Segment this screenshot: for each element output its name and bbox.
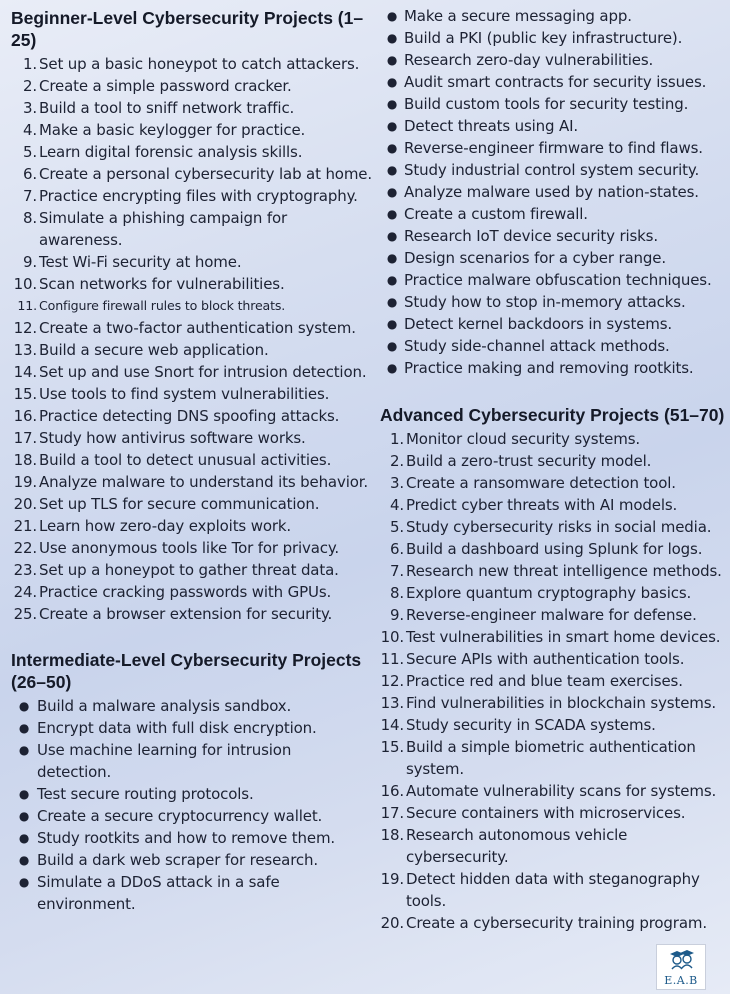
item-number: 11. xyxy=(17,298,37,313)
graduates-icon xyxy=(669,948,695,970)
item-number: 15. xyxy=(13,385,37,403)
item-number: 4. xyxy=(22,121,37,139)
bullet-marker: ● xyxy=(18,743,30,757)
list-item xyxy=(380,516,728,538)
bullet-marker: ● xyxy=(386,75,398,89)
item-text: Detect threats using AI. xyxy=(404,117,579,135)
item-text: Study side-channel attack methods. xyxy=(404,337,670,355)
item-number: 6. xyxy=(22,165,37,183)
bullet-marker: ● xyxy=(386,295,398,309)
item-text: Build custom tools for security testing. xyxy=(404,95,689,113)
list-item xyxy=(380,494,728,516)
item-number: 18. xyxy=(13,451,37,469)
item-text: Configure firewall rules to block threats. xyxy=(39,298,286,313)
list-item xyxy=(380,582,728,604)
list-item xyxy=(11,273,377,295)
item-text: Make a secure messaging app. xyxy=(404,7,632,25)
item-text: Use tools to find system vulnerabilities. xyxy=(39,385,330,403)
item-text: Practice red and blue team exercises. xyxy=(406,672,683,690)
intermediate-section-title: Intermediate-Level Cybersecurity Projects (26–50) xyxy=(11,650,362,692)
item-text: Build a simple biometric authentication system. xyxy=(406,738,696,778)
list-item xyxy=(380,450,728,472)
bullet-marker: ● xyxy=(386,273,398,287)
item-number: 6. xyxy=(389,540,404,558)
item-text: Research new threat intelligence methods. xyxy=(406,562,722,580)
bullet-marker: ● xyxy=(386,317,398,331)
item-number: 25. xyxy=(13,605,37,623)
list-item xyxy=(380,670,728,692)
item-number: 17. xyxy=(13,429,37,447)
list-item xyxy=(11,783,377,805)
list-item xyxy=(11,739,377,783)
item-text: Research zero-day vulnerabilities. xyxy=(404,51,654,69)
item-text: Set up and use Snort for intrusion detection. xyxy=(39,363,367,381)
item-number: 12. xyxy=(380,672,404,690)
list-item xyxy=(380,538,728,560)
item-text: Automate vulnerability scans for systems. xyxy=(406,782,717,800)
item-text: Explore quantum cryptography basics. xyxy=(406,584,692,602)
item-text: Build a PKI (public key infrastructure). xyxy=(404,29,683,47)
list-item xyxy=(11,339,377,361)
item-number: 23. xyxy=(13,561,37,579)
list-item xyxy=(380,626,728,648)
list-item xyxy=(11,141,377,163)
item-number: 9. xyxy=(389,606,404,624)
item-number: 16. xyxy=(13,407,37,425)
item-text: Build a dark web scraper for research. xyxy=(37,851,318,869)
item-text: Reverse-engineer firmware to find flaws. xyxy=(404,139,703,157)
list-item xyxy=(11,515,377,537)
item-text: Secure APIs with authentication tools. xyxy=(406,650,685,668)
item-number: 24. xyxy=(13,583,37,601)
item-number: 21. xyxy=(13,517,37,535)
item-number: 22. xyxy=(13,539,37,557)
item-text: Study how antivirus software works. xyxy=(39,429,306,447)
item-number: 4. xyxy=(389,496,404,514)
item-text: Set up TLS for secure communication. xyxy=(39,495,320,513)
intermediate-list-part1 xyxy=(11,695,377,915)
item-number: 7. xyxy=(389,562,404,580)
item-text: Set up a basic honeypot to catch attackers. xyxy=(39,55,360,73)
item-text: Build a zero-trust security model. xyxy=(406,452,652,470)
bullet-marker: ● xyxy=(386,163,398,177)
bullet-marker: ● xyxy=(18,875,30,889)
list-item xyxy=(380,291,728,313)
list-item xyxy=(380,736,728,780)
item-text: Practice malware obfuscation techniques. xyxy=(404,271,712,289)
item-text: Study cybersecurity risks in social media. xyxy=(406,518,712,536)
bullet-marker: ● xyxy=(386,229,398,243)
item-text: Practice cracking passwords with GPUs. xyxy=(39,583,332,601)
item-number: 20. xyxy=(13,495,37,513)
item-text: Create a custom firewall. xyxy=(404,205,588,223)
bullet-marker: ● xyxy=(386,185,398,199)
item-text: Test Wi-Fi security at home. xyxy=(39,253,242,271)
item-number: 11. xyxy=(380,650,404,668)
list-item xyxy=(380,428,728,450)
item-text: Make a basic keylogger for practice. xyxy=(39,121,306,139)
item-text: Research autonomous vehicle cybersecurity. xyxy=(406,826,628,866)
item-number: 1. xyxy=(22,55,37,73)
item-text: Analyze malware to understand its behavior. xyxy=(39,473,368,491)
list-item xyxy=(380,335,728,357)
item-text: Create a cybersecurity training program. xyxy=(406,914,707,932)
bullet-marker: ● xyxy=(386,207,398,221)
list-item xyxy=(11,383,377,405)
list-item xyxy=(11,207,377,251)
item-text: Study rootkits and how to remove them. xyxy=(37,829,336,847)
list-item xyxy=(380,203,728,225)
item-number: 2. xyxy=(22,77,37,95)
list-item xyxy=(11,449,377,471)
list-item xyxy=(11,317,377,339)
list-item xyxy=(380,27,728,49)
bullet-marker: ● xyxy=(18,699,30,713)
item-text: Build a malware analysis sandbox. xyxy=(37,697,292,715)
list-item xyxy=(380,780,728,802)
item-text: Find vulnerabilities in blockchain systems. xyxy=(406,694,717,712)
item-text: Audit smart contracts for security issues. xyxy=(404,73,707,91)
item-text: Test vulnerabilities in smart home devices. xyxy=(406,628,721,646)
list-item xyxy=(11,75,377,97)
item-text: Study how to stop in-memory attacks. xyxy=(404,293,686,311)
item-text: Use machine learning for intrusion detection. xyxy=(37,741,292,781)
item-text: Create a personal cybersecurity lab at home. xyxy=(39,165,372,183)
bullet-marker: ● xyxy=(18,721,30,735)
item-number: 12. xyxy=(13,319,37,337)
list-item xyxy=(380,225,728,247)
item-text: Encrypt data with full disk encryption. xyxy=(37,719,317,737)
list-item xyxy=(380,648,728,670)
list-item xyxy=(380,714,728,736)
item-text: Use anonymous tools like Tor for privacy. xyxy=(39,539,340,557)
right-column xyxy=(380,0,728,934)
item-number: 7. xyxy=(22,187,37,205)
item-text: Create a browser extension for security. xyxy=(39,605,333,623)
item-number: 9. xyxy=(22,253,37,271)
intermediate-list-part2 xyxy=(380,5,728,379)
list-item xyxy=(11,97,377,119)
item-text: Create a two-factor authentication system. xyxy=(39,319,356,337)
list-item xyxy=(380,868,728,912)
list-item xyxy=(11,185,377,207)
item-number: 14. xyxy=(380,716,404,734)
item-number: 8. xyxy=(22,209,37,227)
list-item xyxy=(11,163,377,185)
item-number: 1. xyxy=(389,430,404,448)
list-item xyxy=(380,357,728,379)
item-number: 15. xyxy=(380,738,404,756)
list-item xyxy=(11,361,377,383)
item-number: 2. xyxy=(389,452,404,470)
item-number: 17. xyxy=(380,804,404,822)
list-item xyxy=(11,471,377,493)
item-number: 13. xyxy=(380,694,404,712)
item-number: 20. xyxy=(380,914,404,932)
list-item xyxy=(11,405,377,427)
bullet-marker: ● xyxy=(386,9,398,23)
beginner-list xyxy=(11,53,377,625)
item-number: 3. xyxy=(389,474,404,492)
bullet-marker: ● xyxy=(18,853,30,867)
item-text: Learn digital forensic analysis skills. xyxy=(39,143,303,161)
list-item xyxy=(11,581,377,603)
list-item xyxy=(11,695,377,717)
item-text: Learn how zero-day exploits work. xyxy=(39,517,292,535)
list-item xyxy=(380,5,728,27)
bullet-marker: ● xyxy=(386,53,398,67)
item-number: 10. xyxy=(13,275,37,293)
list-item xyxy=(380,604,728,626)
item-text: Practice encrypting files with cryptography. xyxy=(39,187,358,205)
list-item xyxy=(380,181,728,203)
item-text: Test secure routing protocols. xyxy=(37,785,254,803)
list-item xyxy=(11,805,377,827)
list-item xyxy=(380,912,728,934)
item-text: Monitor cloud security systems. xyxy=(406,430,640,448)
bullet-marker: ● xyxy=(386,141,398,155)
item-text: Create a secure cryptocurrency wallet. xyxy=(37,807,323,825)
bullet-marker: ● xyxy=(386,339,398,353)
item-text: Simulate a phishing campaign for awareness. xyxy=(39,209,288,249)
bullet-marker: ● xyxy=(18,809,30,823)
list-item xyxy=(380,269,728,291)
item-number: 5. xyxy=(22,143,37,161)
bullet-marker: ● xyxy=(386,361,398,375)
item-number: 19. xyxy=(13,473,37,491)
list-item xyxy=(11,871,377,915)
item-text: Analyze malware used by nation-states. xyxy=(404,183,699,201)
item-text: Build a tool to detect unusual activities. xyxy=(39,451,332,469)
list-item xyxy=(11,537,377,559)
bullet-marker: ● xyxy=(386,31,398,45)
item-number: 13. xyxy=(13,341,37,359)
list-item xyxy=(11,849,377,871)
item-text: Design scenarios for a cyber range. xyxy=(404,249,666,267)
list-item xyxy=(380,71,728,93)
list-item xyxy=(380,313,728,335)
list-item xyxy=(11,717,377,739)
list-item xyxy=(11,119,377,141)
list-item xyxy=(11,251,377,273)
item-text: Practice making and removing rootkits. xyxy=(404,359,694,377)
bullet-marker: ● xyxy=(18,787,30,801)
bullet-marker: ● xyxy=(18,831,30,845)
item-number: 19. xyxy=(380,870,404,888)
list-item xyxy=(380,93,728,115)
beginner-section-title: Beginner-Level Cybersecurity Projects (1–25) xyxy=(11,8,364,50)
item-text: Create a simple password cracker. xyxy=(39,77,292,95)
item-text: Practice detecting DNS spoofing attacks. xyxy=(39,407,340,425)
bullet-marker: ● xyxy=(386,119,398,133)
item-text: Detect hidden data with steganography tools. xyxy=(406,870,700,910)
list-item xyxy=(11,827,377,849)
logo-text: E.A.B xyxy=(664,974,698,987)
item-text: Research IoT device security risks. xyxy=(404,227,658,245)
advanced-section-title: Advanced Cybersecurity Projects (51–70) xyxy=(380,405,725,425)
list-item xyxy=(11,493,377,515)
advanced-list xyxy=(380,428,728,934)
item-text: Build a tool to sniff network traffic. xyxy=(39,99,295,117)
item-number: 14. xyxy=(13,363,37,381)
list-item xyxy=(380,137,728,159)
item-text: Study security in SCADA systems. xyxy=(406,716,656,734)
list-item xyxy=(11,295,377,317)
item-number: 5. xyxy=(389,518,404,536)
item-text: Scan networks for vulnerabilities. xyxy=(39,275,285,293)
item-text: Build a secure web application. xyxy=(39,341,269,359)
item-text: Reverse-engineer malware for defense. xyxy=(406,606,697,624)
list-item xyxy=(11,427,377,449)
list-item xyxy=(380,560,728,582)
item-text: Set up a honeypot to gather threat data. xyxy=(39,561,339,579)
list-item xyxy=(380,472,728,494)
list-item xyxy=(380,115,728,137)
list-item xyxy=(380,824,728,868)
list-item xyxy=(380,802,728,824)
list-item xyxy=(380,159,728,181)
item-text: Simulate a DDoS attack in a safe environment. xyxy=(37,873,280,913)
list-item xyxy=(11,603,377,625)
item-text: Study industrial control system security. xyxy=(404,161,700,179)
list-item xyxy=(11,559,377,581)
item-text: Secure containers with microservices. xyxy=(406,804,686,822)
list-item xyxy=(380,247,728,269)
item-number: 8. xyxy=(389,584,404,602)
item-number: 10. xyxy=(380,628,404,646)
item-number: 16. xyxy=(380,782,404,800)
list-item xyxy=(11,53,377,75)
item-number: 3. xyxy=(22,99,37,117)
list-item xyxy=(380,692,728,714)
eab-logo xyxy=(656,944,706,990)
item-text: Predict cyber threats with AI models. xyxy=(406,496,678,514)
item-text: Build a dashboard using Splunk for logs. xyxy=(406,540,703,558)
bullet-marker: ● xyxy=(386,251,398,265)
item-text: Detect kernel backdoors in systems. xyxy=(404,315,673,333)
bullet-marker: ● xyxy=(386,97,398,111)
left-column xyxy=(11,0,377,915)
item-text: Create a ransomware detection tool. xyxy=(406,474,676,492)
list-item xyxy=(380,49,728,71)
item-number: 18. xyxy=(380,826,404,844)
